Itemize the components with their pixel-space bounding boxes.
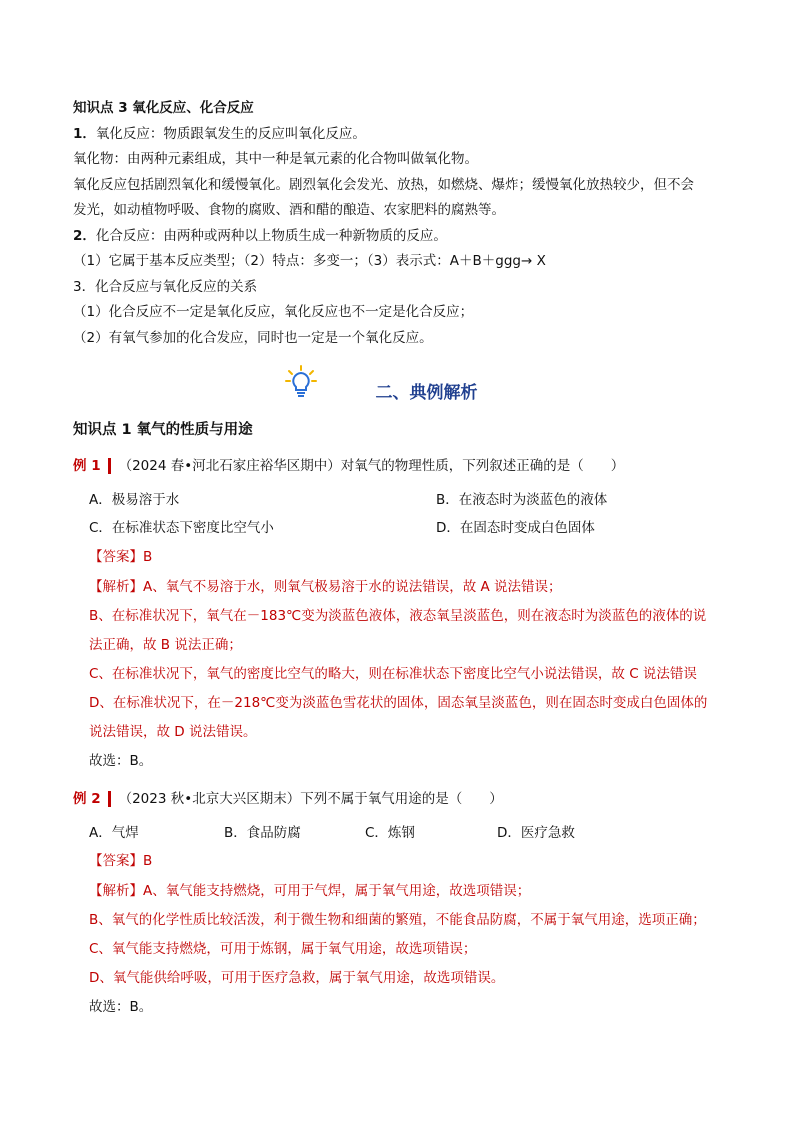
ex1-analysis-text-1: A、氧气不易溶于水，则氧气极易溶于水的说法错误，故 A 说法错误； (143, 579, 562, 595)
ex1-option-b: B．在液态时为淡蓝色的液体 (436, 492, 608, 508)
ex1-analysis-4: C、在标准状况下，氧气的密度比空气的略大，则在标准状态下密度比空气小说法错误，故 C 说法错误 (89, 666, 697, 682)
section-title: 二、典例解析 (375, 383, 478, 403)
kp3-line-4: 发光，如动植物呼吸、食物的腐败、酒和醋的酿造、农家肥料的腐熟等。 (73, 202, 505, 218)
ex1-analysis-label: 【解析】 (89, 579, 143, 595)
kp3-line-9: （2）有氧气参加的化合发应，同时也一定是一个氧化反应。 (73, 330, 433, 346)
ex1-choice: 故选：B。 (89, 753, 153, 769)
ex2-answer: 【答案】B (89, 853, 153, 869)
ex2-analysis-4: D、氧气能供给呼吸，可用于医疗急救，属于氧气用途，故选项错误。 (89, 970, 505, 986)
ex2-analysis-text-1: A、氧气能支持燃烧，可用于气焊，属于氧气用途，故选项错误； (143, 883, 531, 899)
ex2-option-c: C．炼钢 (365, 825, 415, 841)
ex2-analysis-1 (89, 881, 753, 901)
ex2-tag: 例 2 (73, 791, 111, 807)
kp3-line-8: （1）化合反应不一定是氧化反应，氧化反应也不一定是化合反应； (73, 304, 474, 320)
ex2-stem-text: （2023 秋•北京大兴区期末）下列不属于氧气用途的是（ ） (118, 791, 503, 807)
ex1-analysis-5: D、在标准状况下，在－218℃变为淡蓝色雪花状的固体，固态氧呈淡蓝色，则在固态时变成白色固体的 (89, 695, 708, 711)
ex2-analysis-label: 【解析】 (89, 883, 143, 899)
kp3-line-5 (73, 226, 753, 246)
ex1-option-a: A．极易溶于水 (89, 492, 180, 508)
ex1-answer: 【答案】B (89, 549, 153, 565)
kp3-line-1 (73, 124, 753, 144)
ex1-option-d: D．在固态时变成白色固体 (436, 520, 595, 536)
kp3-line-5-text: 化合反应：由两种或两种以上物质生成一种新物质的反应。 (95, 228, 447, 244)
ex1-analysis-3: 法正确，故 B 说法正确； (89, 637, 242, 653)
kp3-line-1-text: 氧化反应：物质跟氧发生的反应叫氧化反应。 (95, 126, 366, 142)
kp1-heading: 知识点 1 氧气的性质与用途 (73, 422, 253, 438)
ex2-analysis-2: B、氧气的化学性质比较活泼，利于微生物和细菌的繁殖，不能食品防腐，不属于氧气用途，选项正确； (89, 912, 706, 928)
ex2-analysis-3: C、氧气能支持燃烧，可用于炼钢，属于氧气用途，故选项错误； (89, 941, 477, 957)
kp3-line-3: 氧化反应包括剧烈氧化和缓慢氧化。剧烈氧化会发光、放热，如燃烧、爆炸；缓慢氧化放热较少，但不会 (73, 177, 694, 193)
kp3-line-5-num: 2． (73, 228, 96, 244)
ex2-stem (73, 789, 753, 809)
kp3-line-2: 氧化物：由两种元素组成，其中一种是氧元素的化合物叫做氧化物。 (73, 151, 478, 167)
ex1-analysis-6: 说法错误，故 D 说法错误。 (89, 724, 257, 740)
ex2-option-a: A．气焊 (89, 825, 139, 841)
ex1-analysis-1 (89, 577, 753, 597)
ex1-tag: 例 1 (73, 458, 111, 474)
ex1-analysis-2: B、在标准状况下，氧气在－183℃变为淡蓝色液体，液态氧呈淡蓝色，则在液态时为淡蓝色的液体的说 (89, 608, 707, 624)
ex2-option-b: B．食品防腐 (224, 825, 301, 841)
kp3-heading: 知识点 3 氧化反应、化合反应 (73, 100, 254, 116)
kp3-line-6: （1）它属于基本反应类型；（2）特点：多变一；（3）表示式：A＋B＋ggg→ X (73, 253, 546, 269)
ex1-stem (73, 456, 753, 476)
kp3-line-1-num: 1． (73, 126, 96, 142)
ex1-option-c: C．在标准状态下密度比空气小 (89, 520, 274, 536)
kp3-line-7: 3．化合反应与氧化反应的关系 (73, 279, 258, 295)
ex2-option-d: D．医疗急救 (497, 825, 575, 841)
ex2-choice: 故选：B。 (89, 999, 153, 1015)
ex1-stem-text: （2024 春•河北石家庄裕华区期中）对氧气的物理性质，下列叙述正确的是（ ） (118, 458, 625, 474)
